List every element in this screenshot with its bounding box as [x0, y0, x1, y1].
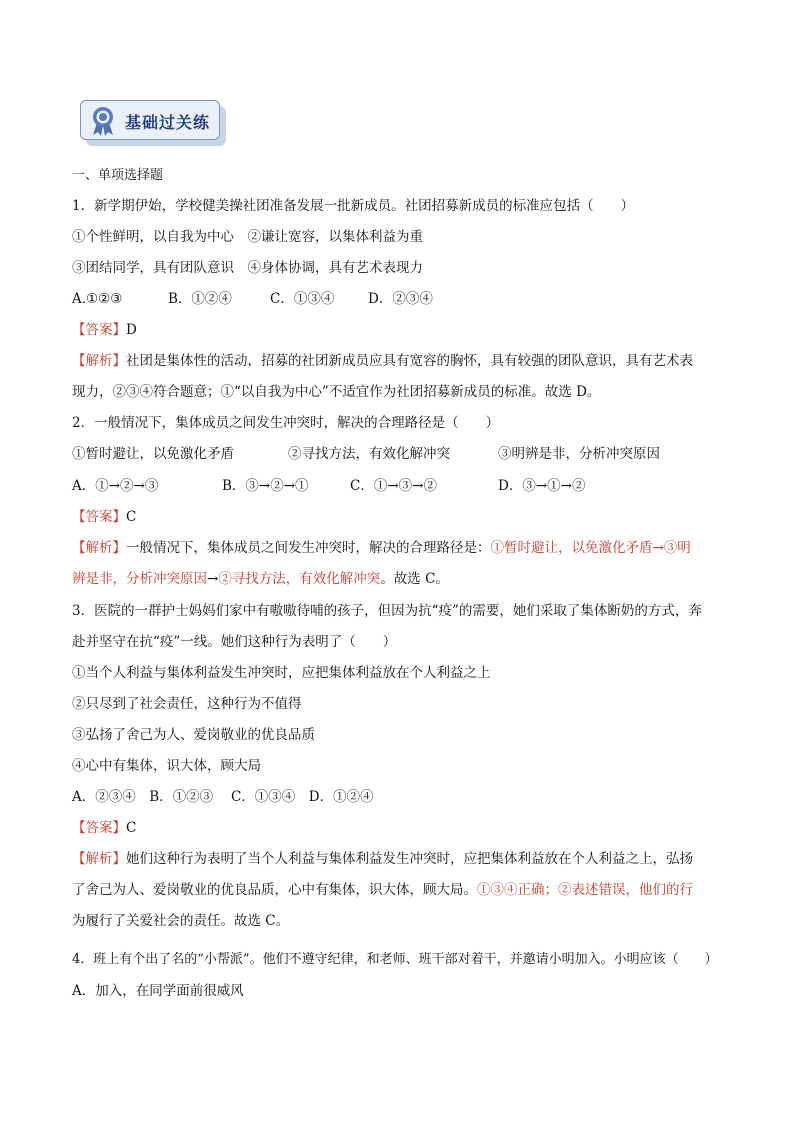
answer-label: 【答案】 — [72, 820, 126, 836]
q1-statement-line: ③团结同学，具有团队意识 ④身体协调，具有艺术表现力 — [72, 260, 423, 276]
analysis-label: 【解析】 — [72, 540, 126, 556]
analysis-label: 【解析】 — [72, 851, 126, 867]
q1-stem: 1．新学期伊始，学校健美操社团准备发展一批新成员。社团招募新成员的标准应包括（ ） — [72, 198, 635, 214]
q2-analysis-line — [72, 569, 449, 589]
analysis-text: → — [207, 571, 219, 587]
q2-option-b: B．③→②→① — [222, 478, 309, 494]
q2-option-d: D．③→①→② — [498, 478, 586, 494]
q1-option-a: A.①②③ — [72, 291, 123, 307]
q3-analysis-line: 为履行了关爱社会的责任。故选 C。 — [72, 913, 290, 929]
analysis-label: 【解析】 — [72, 353, 126, 369]
q2-statement: ②寻找方法，有效化解冲突 — [288, 446, 450, 462]
q3-statement-line: ②只尽到了社会责任，这种行为不值得 — [72, 696, 302, 712]
badge-title: 基础过关练 — [125, 113, 211, 132]
analysis-text: 社团是集体性的活动，招募的社团新成员应具有宽容的胸怀，具有较强的团队意识，具有艺术表 — [126, 353, 693, 369]
q2-answer — [72, 507, 136, 527]
q2-statement: ①暂时避让，以免激化矛盾 — [72, 446, 234, 462]
q1-statement-line: ①个性鲜明，以自我为中心 ②谦让宽容，以集体利益为重 — [72, 229, 423, 245]
q3-statement-line: ③弘扬了舍己为人、爱岗敬业的优良品质 — [72, 727, 315, 743]
answer-value: C — [126, 820, 137, 836]
q1-analysis-line — [72, 351, 693, 371]
q3-analysis-line — [72, 880, 693, 900]
analysis-highlight: ①③④正确；②表述错误，他们的行 — [477, 882, 693, 898]
answer-value: C — [126, 509, 137, 525]
analysis-highlight: 辨是非，分析冲突原因 — [72, 571, 207, 587]
section-title: 一、单项选择题 — [72, 168, 164, 183]
q3-stem: 赴并坚守在抗“疫”一线。她们这种行为表明了（ ） — [72, 634, 397, 650]
analysis-highlight: ①暂时避让，以免激化矛盾→③明 — [490, 540, 691, 556]
section-badge — [80, 100, 228, 146]
q2-option-c: C．①→③→② — [350, 478, 437, 494]
answer-value: D — [126, 322, 137, 338]
q2-analysis-line — [72, 538, 691, 558]
q1-analysis-line: 现力，②③④符合题意；①“以自我为中心”不适宜作为社团招募新成员的标准。故选 D。 — [72, 384, 601, 400]
q4-stem: 4．班上有个出了名的“小帮派”。他们不遵守纪律，和老师、班干部对着干，并邀请小明加入。小明应该（ ） — [72, 952, 718, 967]
award-ribbon-icon — [89, 105, 117, 137]
q3-answer — [72, 818, 136, 838]
q3-statement-line: ①当个人利益与集体利益发生冲突时，应把集体利益放在个人利益之上 — [72, 665, 491, 681]
answer-label: 【答案】 — [72, 322, 126, 338]
analysis-text: 了舍己为人、爱岗敬业的优良品质，心中有集体，识大体，顾大局。 — [72, 882, 477, 898]
analysis-text: 一般情况下，集体成员之间发生冲突时，解决的合理路径是： — [126, 540, 491, 556]
analysis-text: 她们这种行为表明了当个人利益与集体利益发生冲突时，应把集体利益放在个人利益之上，弘扬 — [126, 851, 693, 867]
answer-label: 【答案】 — [72, 509, 126, 525]
q3-options: A．②③④ B．①②③ C．①③④ D．①②④ — [72, 789, 374, 805]
q3-statement-line: ④心中有集体，识大体，顾大局 — [72, 758, 261, 774]
q1-option-d: D．②③④ — [368, 291, 433, 307]
q1-option-c: C．①③④ — [270, 291, 335, 307]
q2-statement: ③明辨是非，分析冲突原因 — [498, 446, 660, 462]
q1-option-b: B．①②④ — [168, 291, 232, 307]
q1-answer — [72, 320, 137, 340]
q4-option-a: A．加入，在同学面前很威风 — [72, 983, 244, 999]
q2-stem: 2．一般情况下，集体成员之间发生冲突时，解决的合理路径是（ ） — [72, 415, 500, 431]
q2-option-a: A．①→②→③ — [72, 478, 159, 494]
analysis-text: 。故选 C。 — [380, 571, 449, 587]
badge-box — [80, 100, 220, 140]
q3-analysis-line — [72, 849, 693, 869]
analysis-highlight: ②寻找方法，有效化解冲突 — [218, 571, 381, 587]
q3-stem: 3．医院的一群护士妈妈们家中有嗷嗷待哺的孩子，但因为抗“疫”的需要，她们采取了集体断奶的方式，奔 — [72, 603, 702, 619]
